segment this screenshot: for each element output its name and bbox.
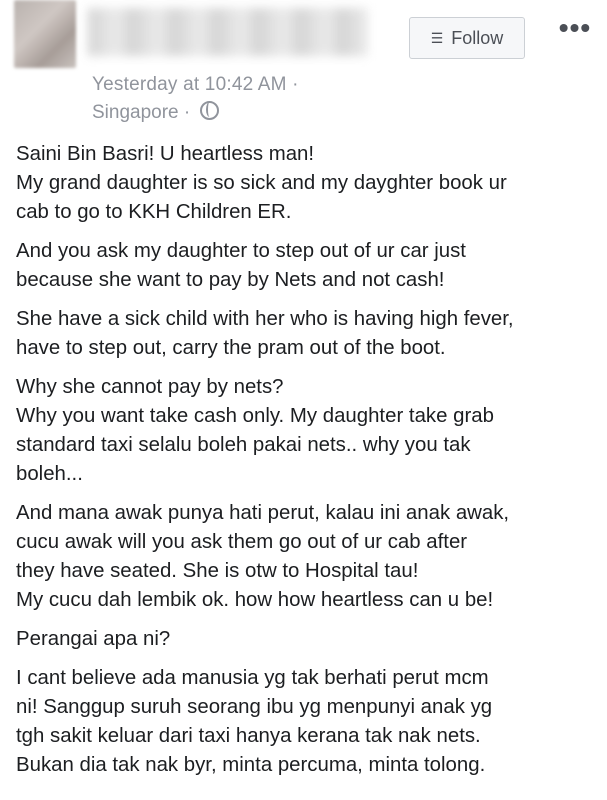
post-line: She have a sick child with her who is having high fever,	[16, 308, 514, 330]
post-paragraph	[16, 373, 598, 489]
post-line: My cucu dah lembik ok. how how heartless can u be!	[16, 589, 494, 611]
post-line: tgh sakit keluar dari taxi hanya kerana tak nak nets.	[16, 725, 481, 747]
avatar[interactable]	[14, 0, 76, 68]
post-body	[16, 140, 598, 790]
post-paragraph	[16, 625, 598, 654]
post-line: ni! Sanggup suruh seorang ibu yg menpunyi anak yg	[16, 696, 493, 718]
separator: ·	[183, 102, 191, 123]
timestamp-text[interactable]: Yesterday at 10:42 AM	[92, 74, 287, 95]
post-paragraph	[16, 305, 598, 363]
more-options-button[interactable]: •••	[558, 12, 592, 43]
post-line: because she want to pay by Nets and not cash!	[16, 269, 445, 291]
post-line: boleh...	[16, 463, 83, 485]
post-line: And mana awak punya hati perut, kalau ini anak awak,	[16, 502, 510, 524]
post-line: Bukan dia tak nak byr, minta percuma, minta tolong.	[16, 754, 486, 776]
post-line: Perangai apa ni?	[16, 628, 171, 650]
post-line: cab to go to KKH Children ER.	[16, 201, 292, 223]
post-line: My grand daughter is so sick and my dayghter book ur	[16, 172, 507, 194]
post-line: cucu awak will you ask them go out of ur cab after	[16, 531, 468, 553]
rss-icon: ☰	[430, 29, 444, 46]
follow-label: Follow	[451, 27, 504, 48]
location-text[interactable]: Singapore	[92, 102, 179, 123]
post-line: standard taxi selalu boleh pakai nets.. why you tak	[16, 434, 471, 456]
post-line: And you ask my daughter to step out of ur car just	[16, 240, 466, 262]
post-line: Saini Bin Basri! U heartless man!	[16, 143, 315, 165]
post-timestamp[interactable]	[92, 74, 299, 96]
globe-icon[interactable]	[200, 101, 219, 120]
post-line: I cant believe ada manusia yg tak berhati perut mcm	[16, 667, 489, 689]
post-line: they have seated. She is otw to Hospital tau!	[16, 560, 419, 582]
author-name-blurred[interactable]	[88, 8, 368, 56]
post-paragraph	[16, 140, 598, 227]
post-line: have to step out, carry the pram out of the boot.	[16, 337, 446, 359]
post-line: Why she cannot pay by nets?	[16, 376, 284, 398]
post-paragraph	[16, 664, 598, 780]
post-location	[92, 101, 219, 124]
post-header	[0, 0, 607, 130]
post-line: Why you want take cash only. My daughter take grab	[16, 405, 494, 427]
follow-button[interactable]	[409, 17, 525, 59]
separator: ·	[292, 74, 299, 95]
post-paragraph	[16, 499, 598, 615]
post-paragraph	[16, 237, 598, 295]
